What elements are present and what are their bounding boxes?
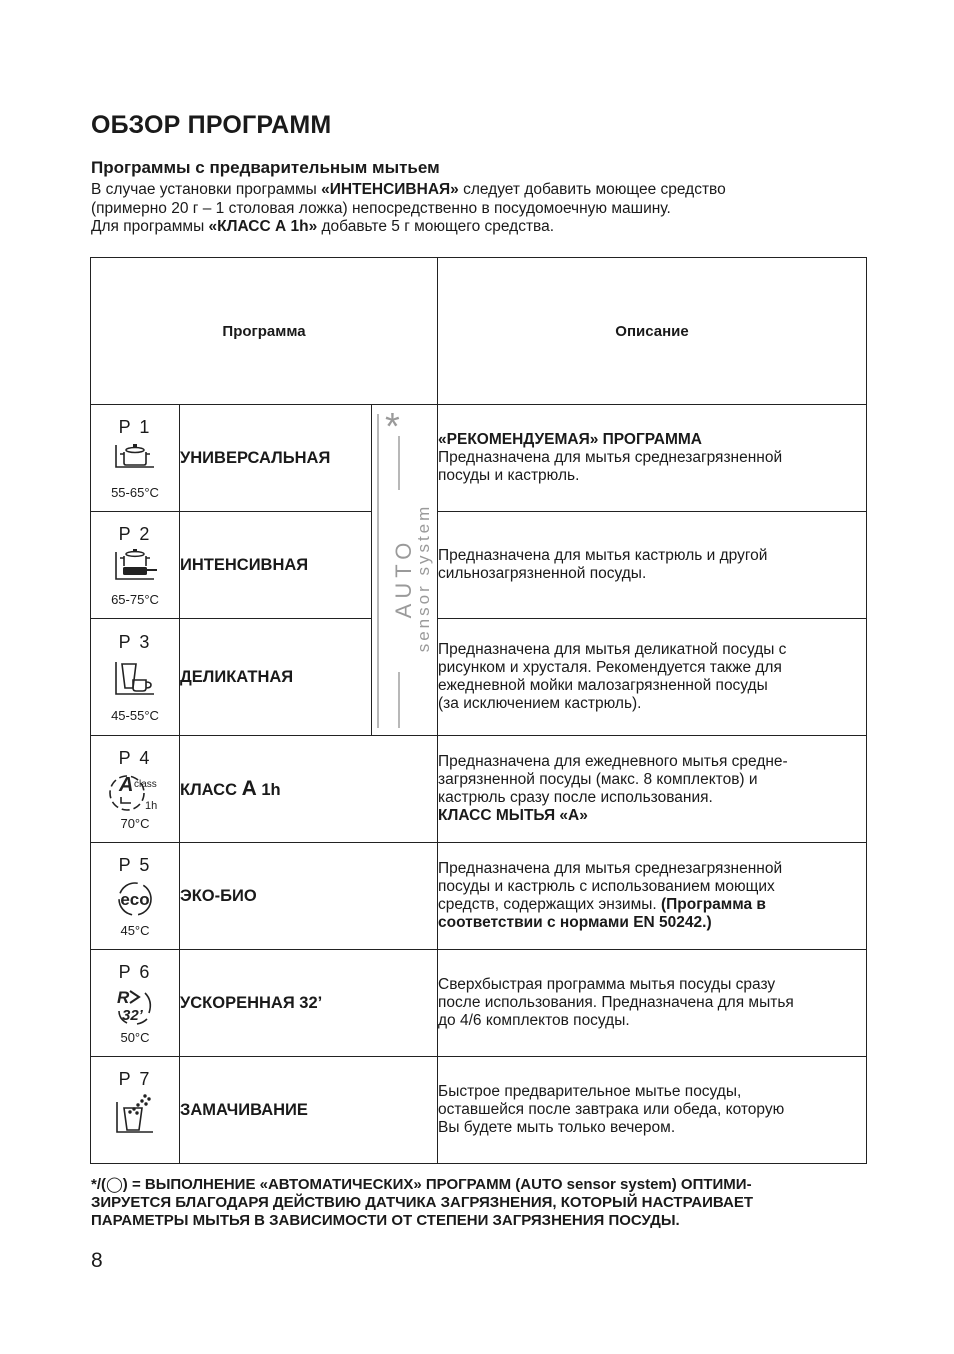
icon-text-1h: 1h [145,800,158,812]
description-line: ежедневной мойки малозагрязненной посуды [438,677,768,694]
description-line: Быстрое предварительное мытье посуды, [438,1082,742,1100]
program-name: ИНТЕНСИВНАЯ [180,512,372,619]
auto-sensor-label [390,503,433,653]
program-code: P 7 [118,1069,152,1089]
program-name: ДЕЛИКАТНАЯ [180,619,372,736]
intro-line-1 [91,181,851,200]
auto-star-icon: * [385,405,400,448]
soak-icon [109,1092,161,1138]
program-name: УСКОРЕННАЯ 32’ [180,950,438,1057]
intro-bold-intensive: «ИНТЕНСИВНАЯ» [321,181,459,198]
description-bold-line: «РЕКОМЕНДУЕМАЯ» ПРОГРАММА [438,430,702,448]
description-line [438,896,866,914]
program-name: ЭКО-БИО [180,843,438,950]
intro-line-2: (примерно 20 г – 1 столовая ложка) непосредственно в посудомоечную машину. [91,199,671,217]
program-icon-cell [91,405,180,512]
program-description [438,405,867,512]
footnote-line: ЗИРУЕТСЯ БЛАГОДАРЯ ДЕЙСТВИЮ ДАТЧИКА ЗАГРЯЗНЕНИЯ, КОТОРЫЙ НАСТРАИВАЕТ [91,1194,753,1211]
sensor-system-label: sensor system [413,503,433,653]
rapid-icon [109,985,161,1027]
auto-label: AUTO [390,537,416,619]
description-text-part: средств, содержащих энзимы. [438,896,661,913]
description-line: после использования. Предназначена для мытья [438,993,794,1011]
icon-letter-r: R [117,988,130,1007]
description-line: рисунком и хрусталя. Рекомендуется также для [438,658,782,676]
program-icon-cell [91,950,180,1057]
program-code: P 2 [118,524,152,544]
intro-bold-class-a: «КЛАСС А 1h» [208,218,318,235]
auto-sensor-column [372,405,438,736]
table-row [91,1057,867,1164]
program-description [438,736,867,843]
program-name: УНИВЕРСАЛЬНАЯ [180,405,372,512]
program-code: P 6 [118,962,152,982]
icon-letter-a: A [119,774,134,796]
description-bold-line: КЛАСС МЫТЬЯ «А» [438,807,588,825]
program-temperature: 65-75°C [111,592,159,607]
pot-icon [109,441,161,481]
intro-text [91,181,851,237]
program-icon-cell [91,512,180,619]
footnote [91,1176,861,1230]
program-icon-cell [91,1057,180,1164]
description-line: Предназначена для ежедневного мытья средне- [438,752,788,770]
header-program: Программа [91,258,438,405]
footnote-line: */(◯) = ВЫПОЛНЕНИЕ «АВТОМАТИЧЕСКИХ» ПРОГРАММ (AUTO sensor system) ОПТИМИ- [91,1176,752,1193]
program-icon-cell [91,843,180,950]
description-line: до 4/6 комплектов посуды. [438,1012,630,1030]
description-line: Предназначена для мытья среднезагрязненной [438,859,783,877]
program-temperature: 45°C [120,923,150,938]
intro-text-part: Для программы [91,218,209,235]
program-description [438,512,867,619]
program-temperature: 70°C [120,816,150,831]
program-description [438,950,867,1057]
description-line: Предназначена для мытья среднезагрязненной [438,448,783,466]
eco-icon [110,879,160,919]
table-header-row [91,258,867,405]
icon-text-32: 32’ [122,1007,143,1024]
program-code: P 3 [118,632,152,652]
program-name: ЗАМАЧИВАНИЕ [180,1057,438,1164]
program-temperature: 50°C [120,1030,150,1045]
program-name [180,736,438,843]
description-line: сильнозагрязненной посуды. [438,565,647,582]
program-description [438,619,867,736]
description-line: кастрюль сразу после использования. [438,789,713,806]
description-line: Вы будете мыть только вечером. [438,1119,676,1137]
programs-table [90,257,867,1164]
header-description: Описание [438,258,867,405]
program-name-big-a: A [241,777,257,800]
intro-text-part: следует добавить моющее средство [458,181,726,198]
table-row [91,843,867,950]
icon-text-eco: eco [120,890,150,909]
intro-text-part: В случае установки программы [91,181,322,198]
program-name-part: КЛАСС [180,781,242,799]
program-icon-cell [91,619,180,736]
description-line: загрязненной посуды (макс. 8 комплектов) и [438,770,758,788]
table-row [91,736,867,843]
program-code: P 1 [118,417,152,437]
footnote-line: ПАРАМЕТРЫ МЫТЬЯ В ЗАВИСИМОСТИ ОТ СТЕПЕНИ ЗАГРЯЗНЕНИЯ ПОСУДЫ. [91,1212,680,1229]
glass-cup-icon [109,658,161,702]
description-bold-part: (Программа в [661,896,766,913]
page-title: ОБЗОР ПРОГРАММ [91,111,332,139]
program-icon-cell [91,736,180,843]
icon-text-class: class [134,779,157,790]
class-a-icon [103,771,167,813]
table-row [91,512,867,619]
table-row [91,950,867,1057]
description-line: Предназначена для мытья деликатной посуды с [438,640,787,658]
description-bold-line: соответствии с нормами EN 50242.) [438,914,712,932]
description-line: посуды и кастрюль. [438,467,580,485]
pot-pan-icon [109,548,161,588]
intro-line-3 [91,218,851,237]
description-line: Предназначена для мытья кастрюль и другой [438,546,768,564]
program-description [438,843,867,950]
program-description [438,1057,867,1164]
table-row [91,405,867,512]
program-code: P 4 [118,748,152,768]
description-line: (за исключением кастрюль). [438,695,642,713]
program-temperature: 55-65°C [111,485,159,500]
program-temperature: 45-55°C [111,708,159,723]
description-line: Сверхбыстрая программа мытья посуды сразу [438,975,776,993]
program-code: P 5 [118,855,152,875]
section-subtitle: Программы с предварительным мытьем [91,158,440,177]
description-line: оставшейся после завтрака или обеда, которую [438,1100,785,1118]
description-line: посуды и кастрюль с использованием моющих [438,877,775,895]
page-number: 8 [91,1249,103,1272]
table-row [91,619,867,736]
intro-text-part: добавьте 5 г моющего средства. [317,218,555,235]
program-name-part: 1h [256,781,281,799]
